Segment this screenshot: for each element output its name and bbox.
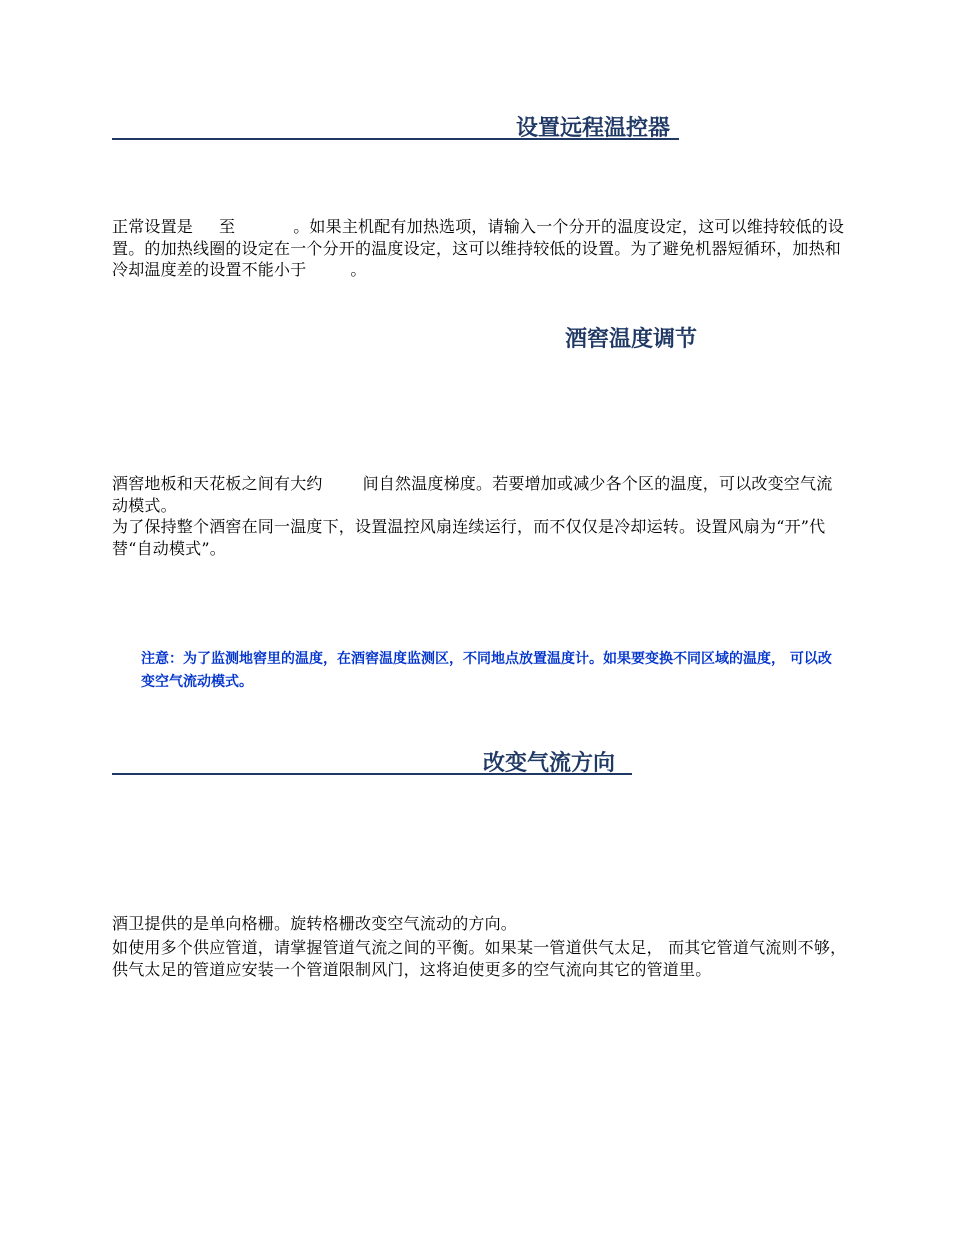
text-normal-setting-start: 正常设置是 bbox=[112, 217, 194, 236]
paragraph-normal-setting bbox=[112, 216, 847, 281]
heading-cellar-temperature: 酒窖温度调节 bbox=[565, 326, 698, 352]
paragraph-fan-continuous: 为了保持整个酒窖在同一温度下，设置温控风扇连续运行，而不仅仅是冷却运转。设置风扇为“开”代替“自动模式”。 bbox=[112, 517, 826, 558]
paragraph-temperature-gradient bbox=[112, 473, 847, 516]
text-to: 至 bbox=[219, 217, 236, 236]
text-gradient-start: 酒窖地板和天花板之间有大约 bbox=[112, 474, 323, 493]
paragraph-one-way-grille: 酒卫提供的是单向格栅。旋转格栅改变空气流动的方向。 bbox=[112, 914, 518, 933]
text-heating-option: 。如果主机配有加热选项，请输入一个分开的温度设定，这可以维持较低的设置。的加热线圈的设定在一个分开的温度设定，这可以维持较低的设置。为了避免机器短循环，加热和冷却温度差的设置不能小于 bbox=[112, 217, 845, 279]
text-period: 。 bbox=[350, 260, 367, 279]
heading-remote-thermostat: 设置远程温控器 bbox=[516, 115, 671, 141]
note-monitor-temperature: 注意：为了监测地窖里的温度，在酒窖温度监测区，不同地点放置温度计。如果要变换不同区域的温度， 可以改变空气流动模式。 bbox=[141, 651, 832, 690]
heading-change-airflow: 改变气流方向 bbox=[483, 750, 616, 776]
paragraph-multiple-ducts: 如使用多个供应管道，请掌握管道气流之间的平衡。如果某一管道供气太足， 而其它管道气流则不够，供气太足的管道应安装一个管道限制风门，这将迫使更多的空气流向其它的管道里。 bbox=[112, 938, 847, 979]
text-gradient-end: 间自然温度梯度。若要增加或减少各个区的温度，可以改变空气流动模式。 bbox=[112, 474, 833, 515]
